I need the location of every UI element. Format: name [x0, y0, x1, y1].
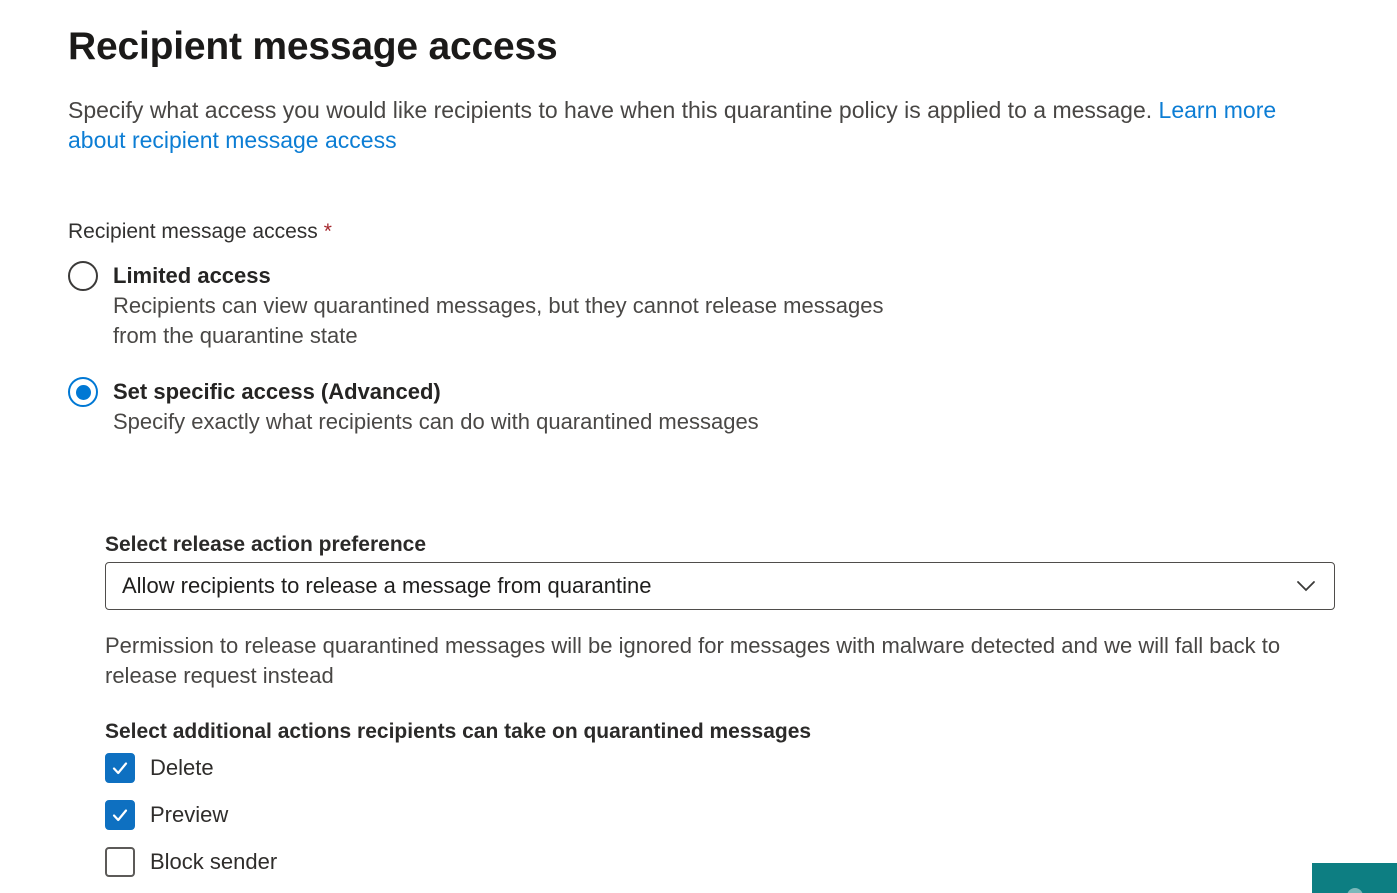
page-title: Recipient message access: [68, 25, 558, 68]
release-preference-help-text: Permission to release quarantined messages will be ignored for messages with malware detected and we will fall back to release request instead: [105, 633, 1281, 688]
checkmark-icon: [110, 758, 130, 778]
release-preference-dropdown[interactable]: [105, 562, 1335, 610]
checkbox-row-block-sender[interactable]: [105, 847, 1397, 877]
release-preference-label: Select release action preference: [105, 533, 427, 556]
checkmark-icon: [110, 805, 130, 825]
page-description: [68, 95, 1338, 155]
feedback-icon: [1347, 888, 1363, 893]
access-field-label-text: Recipient message access: [68, 220, 318, 243]
radio-option-label: Limited access: [113, 263, 271, 288]
radio-dot: [76, 385, 91, 400]
dropdown-selected-value: Allow recipients to release a message from quarantine: [122, 573, 652, 598]
radio-option-description: Specify exactly what recipients can do with quarantined messages: [113, 409, 759, 434]
page-description-text: Specify what access you would like recipients to have when this quarantine policy is applied to a message.: [68, 97, 1153, 123]
checkbox-label: Preview: [150, 802, 229, 827]
advanced-access-subsection: [105, 530, 1397, 877]
radio-option-set-specific-access[interactable]: [68, 377, 1397, 437]
feedback-button[interactable]: [1312, 863, 1397, 893]
required-asterisk: *: [323, 220, 332, 243]
access-field-label: [68, 217, 1397, 246]
additional-actions-label: Select additional actions recipients can take on quarantined messages: [105, 720, 812, 743]
radio-button-icon[interactable]: [68, 377, 98, 407]
checkbox-row-delete[interactable]: [105, 753, 1397, 783]
radio-option-label: Set specific access (Advanced): [113, 379, 441, 404]
chevron-down-icon: [1296, 580, 1316, 592]
radio-option-description: Recipients can view quarantined messages, but they cannot release messages from the quarantine state: [113, 293, 884, 348]
checkbox-label: Block sender: [150, 849, 278, 874]
checkbox-icon[interactable]: [105, 847, 135, 877]
checkbox-icon[interactable]: [105, 800, 135, 830]
checkbox-row-preview[interactable]: [105, 800, 1397, 830]
checkbox-icon[interactable]: [105, 753, 135, 783]
learn-more-link[interactable]: Learn more about recipient message access: [68, 97, 1277, 153]
radio-option-limited-access[interactable]: [68, 261, 1397, 351]
radio-button-icon[interactable]: [68, 261, 98, 291]
checkbox-label: Delete: [150, 755, 214, 780]
